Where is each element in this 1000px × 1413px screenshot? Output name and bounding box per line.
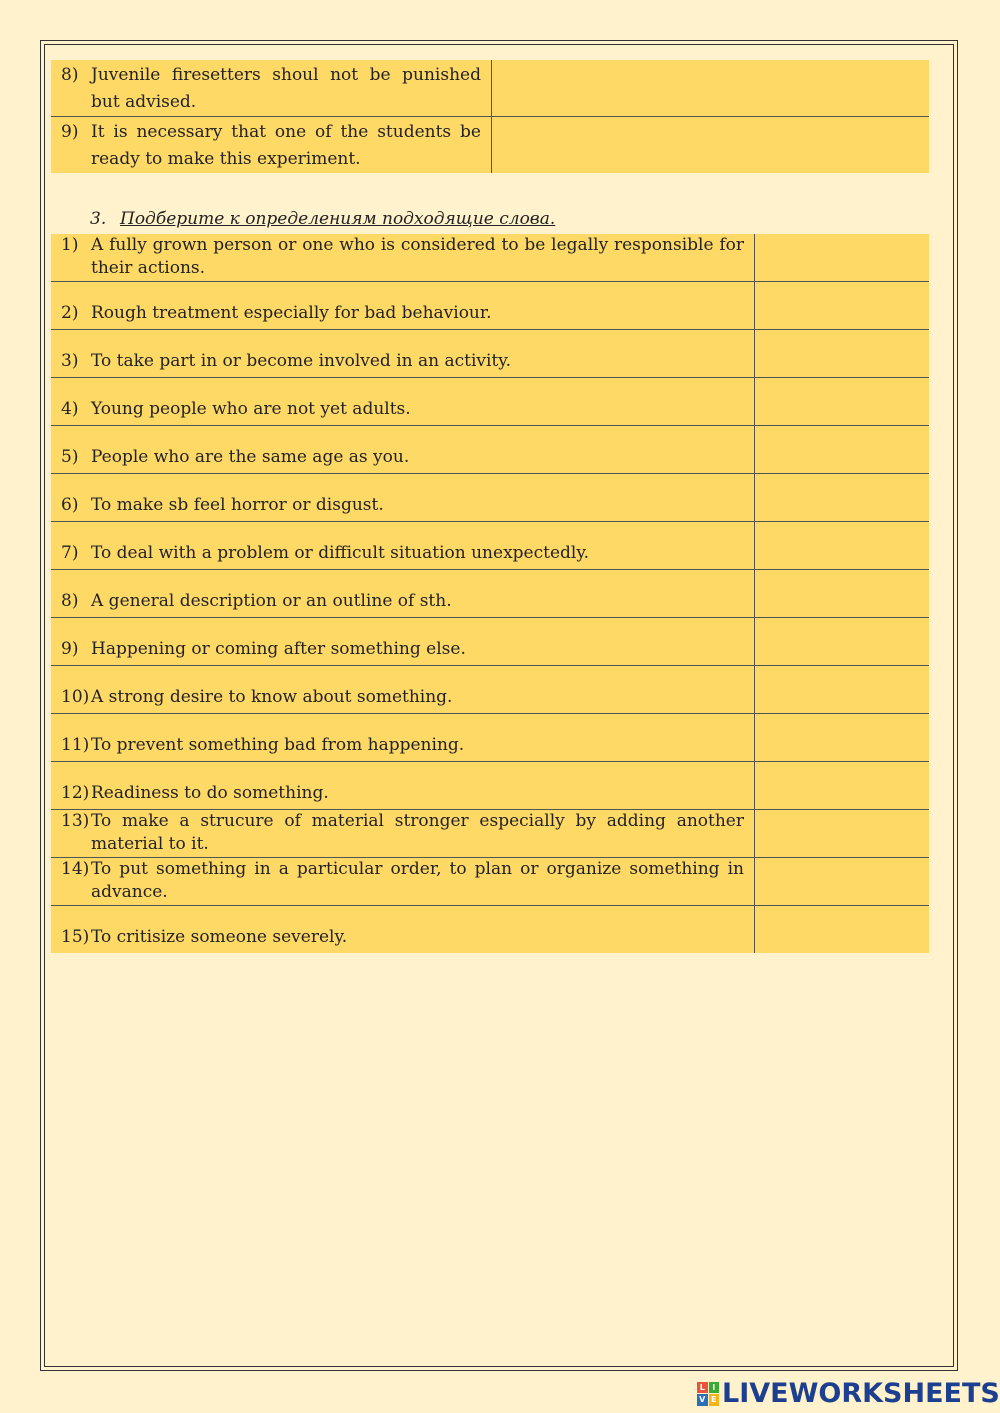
answer-field[interactable] bbox=[755, 762, 930, 810]
row-number: 10) bbox=[61, 687, 90, 707]
liveworksheets-logo bbox=[697, 1378, 1000, 1409]
definition-text: To critisize someone severely. bbox=[91, 927, 348, 947]
statement-text: It is necessary that one of the students be ready to make this experiment. bbox=[91, 122, 481, 169]
definition-cell bbox=[51, 714, 755, 762]
definition-cell bbox=[51, 426, 755, 474]
row-number: 7) bbox=[61, 543, 79, 563]
definition-text: To prevent something bad from happening. bbox=[91, 735, 465, 755]
definition-cell bbox=[51, 618, 755, 666]
table-row bbox=[51, 234, 929, 282]
answer-field[interactable] bbox=[755, 714, 930, 762]
definition-cell bbox=[51, 810, 755, 858]
table-row bbox=[51, 666, 929, 714]
answer-field[interactable] bbox=[755, 810, 930, 858]
definition-text: Readiness to do something. bbox=[91, 783, 329, 803]
table-row bbox=[51, 60, 929, 117]
row-number: 11) bbox=[61, 735, 90, 755]
row-number: 5) bbox=[61, 447, 79, 467]
table-row bbox=[51, 810, 929, 858]
definition-cell bbox=[51, 330, 755, 378]
table-row bbox=[51, 762, 929, 810]
row-number: 2) bbox=[61, 303, 79, 323]
row-number: 9) bbox=[61, 122, 79, 142]
definition-cell bbox=[51, 474, 755, 522]
table-row bbox=[51, 117, 929, 174]
definition-cell bbox=[51, 522, 755, 570]
definition-cell bbox=[51, 858, 755, 906]
logo-mark-icon: L I V E bbox=[697, 1382, 719, 1406]
definition-cell bbox=[51, 234, 755, 282]
row-number: 13) bbox=[61, 811, 90, 831]
logo-text: LIVEWORKSHEETS bbox=[722, 1378, 1000, 1409]
statement-cell bbox=[51, 60, 492, 117]
definition-cell bbox=[51, 282, 755, 330]
definition-text: People who are the same age as you. bbox=[91, 447, 410, 467]
answer-field[interactable] bbox=[755, 474, 930, 522]
definition-text: Happening or coming after something else. bbox=[91, 639, 466, 659]
answer-field[interactable] bbox=[755, 522, 930, 570]
table-row bbox=[51, 906, 929, 954]
answer-field[interactable] bbox=[755, 426, 930, 474]
answer-field[interactable] bbox=[755, 906, 930, 954]
answer-field[interactable] bbox=[492, 60, 930, 117]
answer-field[interactable] bbox=[755, 378, 930, 426]
definition-text: A strong desire to know about something. bbox=[91, 687, 453, 707]
definition-text: A general description or an outline of sth. bbox=[91, 591, 452, 611]
row-number: 12) bbox=[61, 783, 90, 803]
definition-text: To take part in or become involved in an activity. bbox=[91, 351, 512, 371]
statement-cell bbox=[51, 117, 492, 174]
definition-text: To deal with a problem or difficult situation unexpectedly. bbox=[91, 543, 590, 563]
table-row bbox=[51, 618, 929, 666]
row-number: 8) bbox=[61, 591, 79, 611]
definition-cell bbox=[51, 570, 755, 618]
table-row bbox=[51, 282, 929, 330]
answer-field[interactable] bbox=[755, 330, 930, 378]
definition-cell bbox=[51, 762, 755, 810]
definition-text: Rough treatment especially for bad behaviour. bbox=[91, 303, 492, 323]
table-row bbox=[51, 570, 929, 618]
definition-text: To make sb feel horror or disgust. bbox=[91, 495, 384, 515]
row-number: 9) bbox=[61, 639, 79, 659]
table-row bbox=[51, 474, 929, 522]
exercise-number: 3. bbox=[90, 209, 107, 229]
table-row bbox=[51, 378, 929, 426]
row-number: 15) bbox=[61, 927, 90, 947]
answer-field[interactable] bbox=[492, 117, 930, 174]
answer-field[interactable] bbox=[755, 666, 930, 714]
answer-field[interactable] bbox=[755, 282, 930, 330]
statement-text: Juvenile firesetters shoul not be punished but advised. bbox=[91, 65, 481, 112]
table-row bbox=[51, 522, 929, 570]
definition-cell bbox=[51, 378, 755, 426]
definition-cell bbox=[51, 906, 755, 954]
exercise3-heading bbox=[90, 209, 555, 229]
table-row bbox=[51, 330, 929, 378]
row-number: 8) bbox=[61, 65, 79, 85]
definition-cell bbox=[51, 666, 755, 714]
row-number: 14) bbox=[61, 859, 90, 879]
definition-text: To make a strucure of material stronger especially by adding another material to it. bbox=[91, 811, 744, 854]
table-row bbox=[51, 714, 929, 762]
exercise3-table bbox=[51, 234, 929, 953]
answer-field[interactable] bbox=[755, 570, 930, 618]
table-row bbox=[51, 858, 929, 906]
table-row bbox=[51, 426, 929, 474]
answer-field[interactable] bbox=[755, 618, 930, 666]
exercise-title: Подберите к определениям подходящие слова. bbox=[120, 209, 556, 229]
row-number: 6) bbox=[61, 495, 79, 515]
definition-text: A fully grown person or one who is considered to be legally responsible for their actions. bbox=[91, 235, 744, 278]
row-number: 4) bbox=[61, 399, 79, 419]
row-number: 3) bbox=[61, 351, 79, 371]
definition-text: Young people who are not yet adults. bbox=[91, 399, 411, 419]
answer-field[interactable] bbox=[755, 234, 930, 282]
answer-field[interactable] bbox=[755, 858, 930, 906]
definition-text: To put something in a particular order, to plan or organize something in advance. bbox=[91, 859, 744, 902]
row-number: 1) bbox=[61, 235, 79, 255]
exercise2-table bbox=[51, 60, 929, 173]
